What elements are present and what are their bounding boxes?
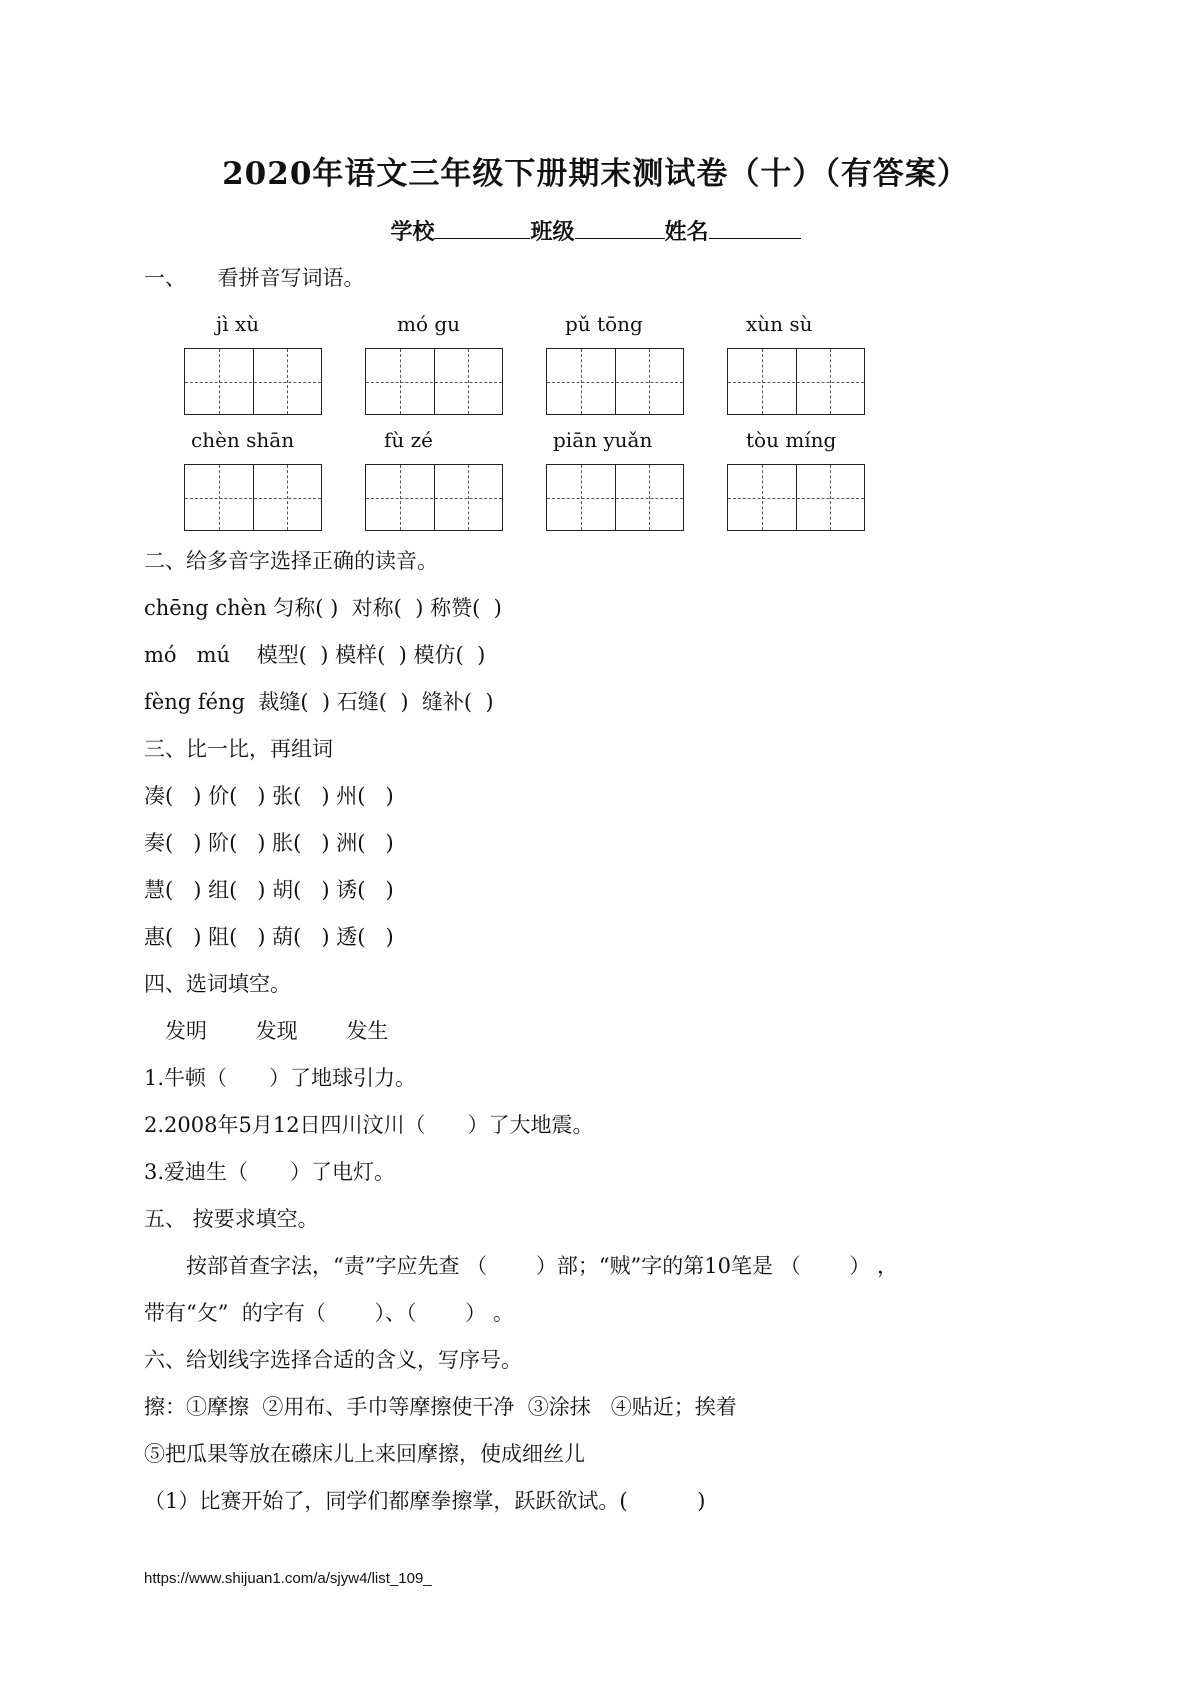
meaning-options: ⑤把瓜果等放在礤床儿上来回摩擦，使成细丝儿 — [144, 1442, 585, 1466]
tianzige-box[interactable] — [365, 348, 503, 415]
radical-question-line: 按部首查字法，“责”字应先查 （ ）部；“贼”字的第10笔是 （ ） ， — [144, 1254, 899, 1278]
tianzige-box[interactable] — [365, 464, 503, 531]
section-5-heading: 五、 按要求填空。 — [144, 1207, 319, 1231]
tianzige-box[interactable] — [727, 464, 865, 531]
compare-line: 慧( ) 组( ) 胡( ) 诱( ) — [144, 878, 394, 902]
meaning-question: （1）比赛开始了，同学们都摩拳擦掌，跃跃欲试。( ) — [144, 1489, 706, 1513]
polyphone-line: chēng chèn 匀称( ) 对称( ) 称赞( ) — [144, 596, 502, 620]
compare-line: 惠( ) 阻( ) 葫( ) 透( ) — [144, 925, 394, 949]
tianzige-box[interactable] — [184, 348, 322, 415]
fill-item: 1.牛顿（ ）了地球引力。 — [144, 1066, 417, 1090]
tianzige-box[interactable] — [727, 348, 865, 415]
pinyin-label: piān yuǎn — [553, 428, 653, 452]
pinyin-label: chèn shān — [191, 428, 295, 452]
school-blank[interactable] — [434, 218, 530, 239]
school-label: 学校 — [390, 219, 435, 245]
name-label: 姓名 — [664, 219, 709, 245]
pinyin-label: xùn sù — [746, 312, 813, 336]
class-label: 班级 — [530, 219, 575, 245]
tianzige-box[interactable] — [546, 348, 684, 415]
footer-url[interactable]: https://www.shijuan1.com/a/sjyw4/list_109_ — [144, 1570, 432, 1587]
fill-item: 2.2008年5月12日四川汶川（ ）了大地震。 — [144, 1113, 594, 1137]
page-title: 2020年语文三年级下册期末测试卷（十）（有答案） — [222, 156, 969, 192]
tianzige-box[interactable] — [546, 464, 684, 531]
section-2-heading: 二、给多音字选择正确的读音。 — [144, 549, 438, 573]
student-info-line — [0, 215, 1191, 246]
tianzige-box[interactable] — [184, 464, 322, 531]
pinyin-label: fù zé — [384, 428, 434, 452]
class-blank[interactable] — [575, 218, 665, 239]
polyphone-line: mó mú 模型( ) 模样( ) 模仿( ) — [144, 643, 486, 667]
meaning-options: 擦：①摩擦 ②用布、手巾等摩擦使干净 ③涂抹 ④贴近；挨着 — [144, 1395, 737, 1419]
fill-item: 3.爱迪生（ ）了电灯。 — [144, 1160, 396, 1184]
word-options: 发明 发现 发生 — [144, 1019, 389, 1043]
name-blank[interactable] — [709, 218, 801, 239]
pinyin-label: tòu míng — [746, 428, 837, 452]
pinyin-label: pǔ tōng — [565, 312, 643, 336]
pinyin-label: jì xù — [216, 312, 260, 336]
section-1-heading: 一、 看拼音写词语。 — [144, 266, 365, 290]
compare-line: 凑( ) 价( ) 张( ) 州( ) — [144, 784, 394, 808]
section-3-heading: 三、比一比，再组词 — [144, 737, 333, 761]
section-6-heading: 六、给划线字选择合适的含义，写序号。 — [144, 1348, 522, 1372]
section-4-heading: 四、选词填空。 — [144, 972, 291, 996]
radical-question-line: 带有“攵” 的字有（ ）、（ ） 。 — [144, 1301, 514, 1325]
compare-line: 奏( ) 阶( ) 胀( ) 洲( ) — [144, 831, 394, 855]
polyphone-line: fèng féng 裁缝( ) 石缝( ) 缝补( ) — [144, 690, 494, 714]
pinyin-label: mó gu — [397, 312, 461, 336]
